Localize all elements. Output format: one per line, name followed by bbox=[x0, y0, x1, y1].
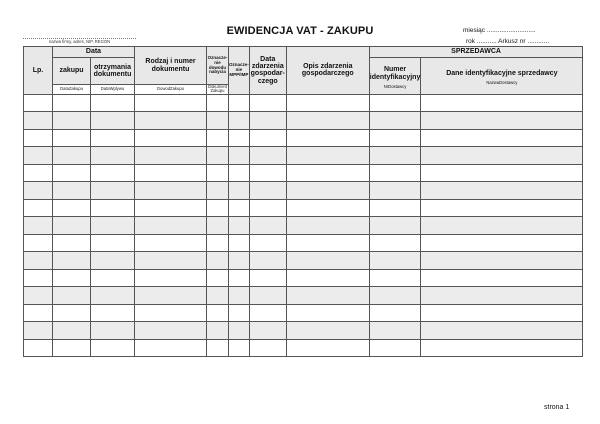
table-cell[interactable] bbox=[421, 129, 583, 147]
table-cell[interactable] bbox=[53, 269, 91, 287]
table-row bbox=[24, 182, 583, 200]
col-opis: Opis zdarzenia gospodarczego bbox=[286, 47, 369, 95]
table-cell[interactable] bbox=[421, 287, 583, 305]
table-cell[interactable] bbox=[229, 269, 250, 287]
table-cell[interactable] bbox=[286, 287, 369, 305]
table-cell[interactable] bbox=[91, 94, 135, 112]
col-data-zdarzenia: Data zdarzenia gospodar- czego bbox=[249, 47, 286, 95]
col-oznaczenie-mpp: Oznacze- nie MPP/IMP bbox=[229, 47, 250, 95]
table-cell[interactable] bbox=[369, 322, 421, 340]
table-row bbox=[24, 252, 583, 270]
table-cell[interactable] bbox=[369, 217, 421, 235]
table-cell[interactable] bbox=[24, 339, 53, 357]
table-cell[interactable] bbox=[207, 129, 229, 147]
table-row bbox=[24, 129, 583, 147]
table-cell[interactable] bbox=[249, 217, 286, 235]
table-cell[interactable] bbox=[286, 234, 369, 252]
table-cell[interactable] bbox=[207, 269, 229, 287]
vat-purchase-register bbox=[23, 46, 583, 357]
table-cell[interactable] bbox=[369, 112, 421, 130]
table-row bbox=[24, 217, 583, 235]
table-cell[interactable] bbox=[421, 94, 583, 112]
table-cell[interactable] bbox=[24, 234, 53, 252]
table-row bbox=[24, 322, 583, 340]
table-cell[interactable] bbox=[207, 94, 229, 112]
table-cell[interactable] bbox=[249, 129, 286, 147]
col-dane-ident bbox=[421, 58, 583, 95]
table-cell[interactable] bbox=[286, 252, 369, 270]
table-cell[interactable] bbox=[135, 217, 207, 235]
table-cell[interactable] bbox=[249, 339, 286, 357]
table-cell[interactable] bbox=[53, 252, 91, 270]
table-cell[interactable] bbox=[53, 199, 91, 217]
table-cell[interactable] bbox=[286, 182, 369, 200]
table-cell[interactable] bbox=[286, 199, 369, 217]
table-cell[interactable] bbox=[229, 234, 250, 252]
table-cell[interactable] bbox=[229, 112, 250, 130]
year-sheet-field[interactable]: rok ........... Arkusz nr ............ bbox=[466, 38, 550, 45]
col-group-sprzedawca: SPRZEDAWCA bbox=[369, 47, 583, 58]
table-cell[interactable] bbox=[53, 287, 91, 305]
col-dane-ident-label: Dane identyfikacyjne sprzedawcy bbox=[446, 70, 558, 78]
table-cell[interactable] bbox=[53, 304, 91, 322]
table-cell[interactable] bbox=[207, 322, 229, 340]
table-cell[interactable] bbox=[135, 147, 207, 165]
table-cell[interactable] bbox=[207, 217, 229, 235]
table-cell[interactable] bbox=[91, 129, 135, 147]
table-cell[interactable] bbox=[135, 322, 207, 340]
table-cell[interactable] bbox=[207, 287, 229, 305]
table-cell[interactable] bbox=[229, 182, 250, 200]
table-cell[interactable] bbox=[24, 199, 53, 217]
table-cell[interactable] bbox=[249, 164, 286, 182]
table-cell[interactable] bbox=[207, 234, 229, 252]
col-lp: Lp. bbox=[24, 47, 53, 95]
table-cell[interactable] bbox=[24, 217, 53, 235]
table-cell[interactable] bbox=[53, 322, 91, 340]
table-cell[interactable] bbox=[135, 234, 207, 252]
table-cell[interactable] bbox=[135, 129, 207, 147]
field-data-zakupu: DataZakupu bbox=[53, 85, 91, 95]
table-cell[interactable] bbox=[249, 147, 286, 165]
table-cell[interactable] bbox=[369, 164, 421, 182]
table-cell[interactable] bbox=[369, 182, 421, 200]
table-row bbox=[24, 164, 583, 182]
table-cell[interactable] bbox=[369, 234, 421, 252]
col-rodzaj: Rodzaj i numer dokumentu bbox=[135, 47, 207, 85]
table-cell[interactable] bbox=[421, 322, 583, 340]
table-cell[interactable] bbox=[91, 269, 135, 287]
table-cell[interactable] bbox=[286, 147, 369, 165]
table-cell[interactable] bbox=[135, 304, 207, 322]
col-numer-ident-label: Numer identyfikacyjny bbox=[369, 66, 421, 81]
table-cell[interactable] bbox=[286, 217, 369, 235]
table-row bbox=[24, 94, 583, 112]
table-cell[interactable] bbox=[249, 234, 286, 252]
table-cell[interactable] bbox=[421, 182, 583, 200]
table-cell[interactable] bbox=[249, 182, 286, 200]
col-group-data: Data bbox=[53, 47, 135, 58]
table-cell[interactable] bbox=[286, 269, 369, 287]
table-cell[interactable] bbox=[135, 182, 207, 200]
table-cell[interactable] bbox=[24, 147, 53, 165]
table-cell[interactable] bbox=[421, 252, 583, 270]
table-cell[interactable] bbox=[249, 304, 286, 322]
table-cell[interactable] bbox=[135, 112, 207, 130]
col-zakupu: zakupu bbox=[53, 58, 91, 85]
table-cell[interactable] bbox=[91, 217, 135, 235]
table-row bbox=[24, 269, 583, 287]
table-cell[interactable] bbox=[421, 304, 583, 322]
table-cell[interactable] bbox=[286, 112, 369, 130]
table-cell[interactable] bbox=[24, 322, 53, 340]
table-cell[interactable] bbox=[53, 234, 91, 252]
table-cell[interactable] bbox=[229, 322, 250, 340]
table-cell[interactable] bbox=[135, 199, 207, 217]
field-dowod-zakupu: DowodZakupu bbox=[135, 85, 207, 95]
field-nazwa-dostawcy: NazwaDostawcy bbox=[486, 80, 518, 86]
table-cell[interactable] bbox=[53, 129, 91, 147]
table-cell[interactable] bbox=[421, 164, 583, 182]
table-cell[interactable] bbox=[24, 252, 53, 270]
table-cell[interactable] bbox=[91, 199, 135, 217]
table-cell[interactable] bbox=[249, 252, 286, 270]
table-cell[interactable] bbox=[249, 112, 286, 130]
table-cell[interactable] bbox=[421, 269, 583, 287]
table-cell[interactable] bbox=[249, 322, 286, 340]
table-cell[interactable] bbox=[229, 129, 250, 147]
table-cell[interactable] bbox=[91, 182, 135, 200]
table-cell[interactable] bbox=[207, 112, 229, 130]
table-cell[interactable] bbox=[229, 147, 250, 165]
table-cell[interactable] bbox=[369, 94, 421, 112]
table-cell[interactable] bbox=[24, 182, 53, 200]
col-oznaczenie-dowodu: Oznacze- nie dowodu nabycia bbox=[207, 47, 229, 85]
table-cell[interactable] bbox=[91, 252, 135, 270]
col-numer-ident bbox=[369, 58, 421, 95]
table-cell[interactable] bbox=[369, 129, 421, 147]
table-cell[interactable] bbox=[229, 252, 250, 270]
table-cell[interactable] bbox=[53, 164, 91, 182]
table-cell[interactable] bbox=[421, 147, 583, 165]
table-cell[interactable] bbox=[24, 287, 53, 305]
table-row bbox=[24, 304, 583, 322]
table-cell[interactable] bbox=[421, 112, 583, 130]
field-nr-dostawcy: NrDostawcy bbox=[383, 84, 407, 90]
table-cell[interactable] bbox=[135, 269, 207, 287]
table-cell[interactable] bbox=[286, 304, 369, 322]
table-cell[interactable] bbox=[24, 269, 53, 287]
table-cell[interactable] bbox=[135, 252, 207, 270]
table-cell[interactable] bbox=[207, 164, 229, 182]
table-cell[interactable] bbox=[91, 304, 135, 322]
table-row bbox=[24, 339, 583, 357]
table-cell[interactable] bbox=[53, 182, 91, 200]
table-cell[interactable] bbox=[229, 304, 250, 322]
table-cell[interactable] bbox=[229, 164, 250, 182]
table-cell[interactable] bbox=[207, 147, 229, 165]
table-cell[interactable] bbox=[286, 164, 369, 182]
table-cell[interactable] bbox=[53, 94, 91, 112]
table-cell[interactable] bbox=[91, 147, 135, 165]
page-title: EWIDENCJA VAT - ZAKUPU bbox=[226, 25, 374, 37]
table-cell[interactable] bbox=[286, 129, 369, 147]
table-cell[interactable] bbox=[369, 287, 421, 305]
table-cell[interactable] bbox=[286, 322, 369, 340]
table-cell[interactable] bbox=[53, 217, 91, 235]
table-cell[interactable] bbox=[91, 112, 135, 130]
table-cell[interactable] bbox=[249, 94, 286, 112]
table-cell[interactable] bbox=[135, 94, 207, 112]
table-cell[interactable] bbox=[207, 304, 229, 322]
table-cell[interactable] bbox=[24, 94, 53, 112]
table-cell[interactable] bbox=[24, 112, 53, 130]
table-cell[interactable] bbox=[229, 287, 250, 305]
table-cell[interactable] bbox=[369, 199, 421, 217]
table-cell[interactable] bbox=[249, 199, 286, 217]
table-cell[interactable] bbox=[53, 339, 91, 357]
table-cell[interactable] bbox=[421, 217, 583, 235]
table-cell[interactable] bbox=[207, 339, 229, 357]
table-cell[interactable] bbox=[135, 287, 207, 305]
table-cell[interactable] bbox=[229, 339, 250, 357]
firm-label: nazwa firmy, adres, NIP, REGON bbox=[48, 39, 111, 44]
table-cell[interactable] bbox=[24, 304, 53, 322]
table-cell[interactable] bbox=[207, 182, 229, 200]
table-cell[interactable] bbox=[91, 164, 135, 182]
table-cell[interactable] bbox=[24, 129, 53, 147]
table-cell[interactable] bbox=[229, 94, 250, 112]
table-row bbox=[24, 147, 583, 165]
table-cell[interactable] bbox=[249, 287, 286, 305]
table-cell[interactable] bbox=[249, 269, 286, 287]
table-cell[interactable] bbox=[369, 269, 421, 287]
table-cell[interactable] bbox=[229, 199, 250, 217]
table-cell[interactable] bbox=[229, 217, 250, 235]
table-row bbox=[24, 112, 583, 130]
table-row bbox=[24, 199, 583, 217]
table-cell[interactable] bbox=[135, 164, 207, 182]
field-data-wplywu: DataWplywu bbox=[91, 85, 135, 95]
table-row bbox=[24, 234, 583, 252]
table-cell[interactable] bbox=[421, 234, 583, 252]
month-field[interactable]: miesiąc ........................... bbox=[463, 27, 536, 34]
table-cell[interactable] bbox=[91, 339, 135, 357]
table-cell[interactable] bbox=[207, 252, 229, 270]
table-cell[interactable] bbox=[24, 164, 53, 182]
table-cell[interactable] bbox=[369, 339, 421, 357]
col-otrzymania: otrzymania dokumentu bbox=[91, 58, 135, 85]
table-cell[interactable] bbox=[421, 199, 583, 217]
table-row bbox=[24, 287, 583, 305]
table-cell[interactable] bbox=[421, 339, 583, 357]
table-cell[interactable] bbox=[286, 94, 369, 112]
table-cell[interactable] bbox=[53, 112, 91, 130]
field-dokument-zakupu: Dokument Zakupu bbox=[207, 84, 228, 94]
table-cell[interactable] bbox=[91, 234, 135, 252]
table-cell[interactable] bbox=[369, 304, 421, 322]
table-cell[interactable] bbox=[369, 252, 421, 270]
table-cell[interactable] bbox=[207, 199, 229, 217]
table-cell[interactable] bbox=[135, 339, 207, 357]
table-cell[interactable] bbox=[91, 287, 135, 305]
table-cell[interactable] bbox=[369, 147, 421, 165]
page-number: strona 1 bbox=[544, 404, 570, 411]
table-cell[interactable] bbox=[286, 339, 369, 357]
table-cell[interactable] bbox=[53, 147, 91, 165]
table-cell[interactable] bbox=[91, 322, 135, 340]
